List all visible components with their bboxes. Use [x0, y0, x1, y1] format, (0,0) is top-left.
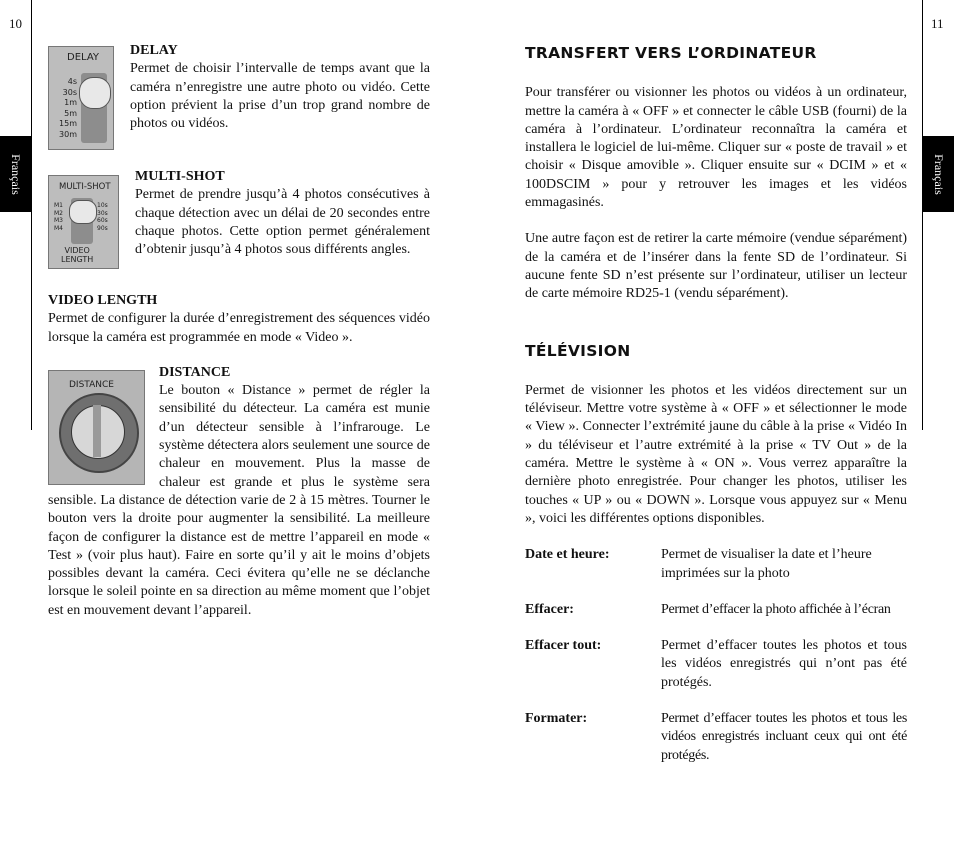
video-length-section [48, 292, 430, 347]
distance-section [48, 364, 430, 620]
multishot-text: Permet de prendre jusqu’à 4 photos consécutives à chaque détection avec un délai de 20 secondes entre chaque photos. Cette option permet généralement d’obtenir jusqu’à 4 photos sous différents angles. [135, 187, 430, 258]
left-column [48, 42, 430, 620]
distance-title: DISTANCE [159, 364, 231, 380]
left-margin-line [31, 0, 32, 430]
right-margin-line [922, 0, 923, 430]
multishot-section [48, 168, 430, 292]
option-value: Permet d’effacer la photo affichée à l’écran [661, 601, 891, 617]
left-page-number: 10 [9, 16, 22, 31]
option-value: Permet d’effacer toutes les photos et tous les vidéos enregistrés incluant ceux qui ont été protégés. [661, 711, 907, 763]
option-value: Permet de visualiser la date et l’heure imprimées sur la photo [661, 547, 872, 581]
delay-section [48, 42, 430, 156]
transfer-paragraph-1: Pour transférer ou visionner les photos ou vidéos à un ordinateur, mettre la caméra à « OFF » et connecter le câble USB (fourni) de la caméra à l’ordinateur. L’ordinateur reconnaîtra la caméra et installera le logiciel de lui-même. Cliquer sur « poste de travail » et choisir « Disque amovible ». Cliquer ensuite sur « DCIM » et « 100DSCIM » pour y retrouver les images et les vidéos emmagasinés. [525, 85, 907, 211]
option-format [525, 710, 907, 765]
option-key: Effacer: [525, 601, 574, 617]
option-value: Permet d’effacer toutes les photos et tous les vidéos enregistrés qui n’ont pas été protégés. [661, 638, 907, 690]
delay-switch-image: DELAY 4s 30s 1m 5m 15m 30m [48, 46, 114, 150]
distance-dial-image: DISTANCE [48, 370, 145, 485]
option-delete [525, 601, 907, 619]
video-length-title: VIDEO LENGTH [48, 293, 158, 308]
transfer-paragraph-2: Une autre façon est de retirer la carte mémoire (vendue séparément) de la caméra et de l’insérer dans la fente SD de l’ordinateur. Si aucune fente SD n’est présente sur l’ordinateur, utiliser un lecteur de carte mémoire RD25-1 (vendu séparément). [525, 231, 907, 302]
right-page-number: 11 [931, 16, 944, 31]
option-key: Effacer tout: [525, 638, 602, 654]
delay-title: DELAY [130, 43, 178, 58]
right-column [525, 44, 907, 765]
video-length-text: Permet de configurer la durée d’enregistrement des séquences vidéo lorsque la caméra est programmée en mode « Video ». [48, 311, 430, 345]
option-delete-all [525, 637, 907, 692]
right-language-tab: Français [923, 136, 954, 212]
transfer-heading: TRANSFERT VERS L’ORDINATEUR [525, 44, 817, 62]
multishot-title: MULTI-SHOT [135, 169, 225, 184]
left-language-tab: Français [0, 136, 31, 212]
option-date-time [525, 546, 907, 583]
tv-heading: TÉLÉVISION [525, 341, 631, 360]
delay-text: Permet de choisir l’intervalle de temps avant que la caméra n’enregistre une autre photo ou vidéo. Cette option prévient la prise d’un trop grand nombre de photos ou vidéos. [130, 61, 430, 132]
distance-text: Le bouton « Distance » permet de régler la sensibilité du détecteur. La caméra est munie d’un détecteur sensible à l’infrarouge. Le système détectera alors seulement une source de chaleur en mouvement. Plus la masse de chaleur est grande et plus le système sera sensible. La distance de détection varie de 2 à 15 mètres. Tourner le bouton vers la droite pour augmenter la sensibilité. La meilleure façon de configurer la distance est de mettre l’appareil en mode « Test » (voir plus haut). Faire en sorte qu’il y ait le moins d’objets possibles devant la caméra. Ceci évitera qu’elle ne se déclanche lorsque le soleil pointe en sa direction au même moment que l’objet est en mouvement devant l’appareil. [48, 383, 430, 618]
option-key: Formater: [525, 711, 588, 727]
tv-paragraph: Permet de visionner les photos et les vidéos directement sur un téléviseur. Mettre votre système à « OFF » et sélectionner le mode « View ». Connecter l’extrémité jaune du câble à la prise « Vidéo In » du téléviseur et l’autre extrémité à la prise « TV Out » de la caméra. Mettre le système à « ON ». Vous verrez apparaître la dernière photo enregistrée. Pour changer les photos, utiliser les touches « UP » ou « DOWN ». Lorsque vous appuyez sur « Menu », voici les différentes options disponibles. [525, 382, 907, 526]
multishot-switch-image: MULTI-SHOT M1 M2 M3 M4 10s 30s 60s 90s VIDEO LENGTH [48, 175, 119, 269]
option-key: Date et heure: [525, 547, 610, 563]
